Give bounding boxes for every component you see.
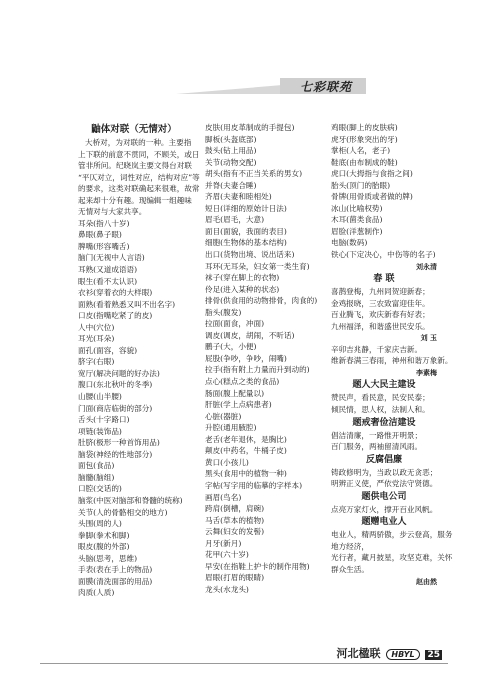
text-line: 脂头(腹发) (205, 307, 242, 317)
text-line: 倾民情，思人权，法制人和。 (331, 405, 430, 415)
text-line: 赞民声，看民意，民安民泰； (331, 393, 430, 403)
text-line: 画眉(鸟名) (205, 492, 242, 502)
text-line: 字帖(写字用的临摹的字样本) (205, 480, 303, 490)
text-line: 拉手(指有附上力量而升到动的) (205, 365, 310, 375)
section-heading: 题人大民主建设 (352, 380, 416, 391)
text-line: 耳朵(指八十岁) (78, 218, 130, 228)
text-line: 金鸡报晓，三农致富迎佳年。 (331, 298, 430, 308)
text-line: 辛卯吉兆静，千家庆吉新。 (331, 344, 423, 354)
text-line: 关节(人的骨骼相交的地方) (78, 507, 168, 517)
text-line: 九州福泽，和谐盛世民安乐。 (331, 321, 430, 331)
text-line: 口腔(交话的) (78, 484, 122, 494)
text-line: 胡头(指有不正当关系的男女) (205, 169, 303, 179)
text-line: 维新春满三春雨，神州和谐万象新。 (331, 356, 453, 366)
text-line: 花甲(六十岁) (205, 550, 249, 560)
text-line: 宽厅(解决问题的好办法) (78, 368, 160, 378)
text-line: 肝脏(学上点病患者) (205, 400, 272, 410)
author: 赵由然 (416, 576, 437, 586)
text-line: 伶足(进入某种的状态) (205, 284, 280, 294)
text-line: 的要求，这类对联确起来很难，故常 (78, 184, 200, 194)
text-line: 升腔(通用腋腔) (205, 423, 257, 433)
author: 李素梅 (416, 367, 437, 377)
text-line: 老舌(老年退休，是胸比) (205, 434, 287, 444)
text-line: 头脑(思考，思维) (78, 553, 138, 563)
text-line: 屁股(争吵，争吵，闹嘴) (205, 353, 287, 363)
text-line: 虎牙(形象突出的牙) (331, 134, 398, 144)
text-line: 颠皮(中药名，牛桶子皮) (205, 446, 287, 456)
text-line: 头围(周的人) (78, 519, 122, 529)
text-line: 冰山(比喻权势) (331, 203, 383, 213)
text-line: 面孔(面容，容貌) (78, 345, 138, 355)
text-line: 木耳(菌类食品) (331, 215, 383, 225)
text-line: 倡洁清廉，一路惟开明景； (331, 430, 423, 440)
text-line: 脑髓(脑组) (78, 472, 115, 482)
text-line: 手表(表在手上的物品) (78, 565, 153, 575)
section-heading: 春 联 (373, 274, 395, 285)
text-line: 电业人，精两骄傲，步云登高，服务 (331, 530, 453, 540)
text-line: 心脏(器脏) (205, 411, 242, 421)
text-line: “平仄对立，词性对应，结构对应”等 (78, 172, 200, 182)
author: 刘 玉 (420, 333, 437, 343)
text-line: 调皮(调皮，胡闹，不听话) (205, 330, 295, 340)
text-line: 面膜(清洗面部的用品) (78, 576, 153, 586)
page-number: 25 (427, 650, 440, 660)
footer-rule (40, 663, 448, 664)
text-line: 喜鹊登梅，九州同贺迎新春； (331, 287, 430, 297)
text-line: 脚板(头盔底部) (205, 134, 257, 144)
text-line: 皮肤(用皮革制成的手提包) (205, 123, 295, 132)
text-line: 电脑(数码) (331, 238, 368, 248)
column-2 (205, 122, 323, 595)
text-line: 眼皮(腹的外部) (78, 542, 130, 552)
text-line: 拳脚(拳术和脚) (78, 530, 130, 540)
text-line: 面熟(看着熟悉又叫不出名字) (78, 299, 176, 309)
text-line: 眼生(看不太认识) (78, 276, 138, 286)
text-line: 点亮万家灯火，撑开百业风帆。 (331, 504, 438, 514)
text-line: 并脊(夫妻合睡) (205, 180, 257, 190)
section-heading: 反腐倡廉 (365, 454, 402, 465)
text-line: 出口(货物出境、说出话来) (205, 250, 295, 260)
text-line: 虎口(大拇指与食指之间) (331, 169, 413, 179)
text-line: 马舌(草本的植物) (205, 515, 265, 525)
text-line: 短日(详细的原始计日法) (205, 203, 287, 213)
text-line: 眉脸(洋葱制作) (331, 226, 383, 236)
page-footer (337, 645, 442, 661)
text-line: 掌柜(人名，老子) (331, 146, 391, 156)
text-line: 无情对与大家共享。 (78, 207, 147, 217)
article-title: 鼬体对联（无情对） (91, 124, 177, 135)
text-line: 耳环(无耳朵，妇女第一类生育) (205, 261, 310, 271)
text-line: 云舞(妇女的发髻) (205, 527, 265, 537)
section-title: 七彩联苑 (300, 80, 353, 94)
text-line: 胎头(顶门的胎眼) (331, 180, 391, 190)
text-line: 腹口(东北秋叶的冬季) (78, 380, 153, 390)
section-heading: 题赠电业人 (361, 517, 407, 528)
text-line: 月牙(新月) (205, 538, 242, 548)
text-line: 耳熟(又道成语语) (78, 265, 138, 275)
section-heading: 题戒奢俭洁建设 (352, 417, 416, 428)
text-line: 山腰(山半腰) (78, 392, 122, 402)
text-line: 鹏子(大，小便) (205, 342, 257, 352)
text-line: 眉毛(眉毛，大意) (205, 215, 265, 225)
text-line: 齐眉(夫妻和睦相处) (205, 192, 272, 202)
text-line: 肉质(人质) (78, 588, 115, 598)
text-line: 光行者，藏月披星，攻坚克难，关怀 (331, 553, 453, 563)
text-line: 肠面(腹上配量以) (205, 388, 265, 398)
text-line: 面包(食品) (78, 461, 115, 471)
text-line: 拉面(面食，冲面) (205, 319, 265, 329)
text-line: 项链(装饰品) (78, 426, 122, 436)
text-line: 舌头(十字路口) (78, 415, 130, 425)
text-line: 门面(商店临街的部分) (78, 403, 153, 413)
author: 刘永清 (416, 261, 437, 271)
text-line: 骨牌(用骨质或者做的牌) (331, 192, 413, 202)
text-line: 早安(在指鞋上护卡的制作用物) (205, 561, 310, 571)
text-line: 面目(面貌，我面的表目) (205, 226, 287, 236)
text-line: 鼻眼(鼻子眼) (78, 230, 122, 240)
text-line: 衣衫(穿着衣的大样眼) (78, 288, 153, 298)
text-line: 管非所问。纪晓岚主要文得台对联 (78, 161, 192, 171)
text-line: 脐字(右眼) (78, 357, 115, 367)
text-line: 铸政修明为，当政以政无贪恶； (331, 467, 438, 477)
text-line: 起来却十分有趣。现编辑一组趣味 (78, 195, 192, 205)
text-line: 眉眼(打眉的眼睛) (205, 573, 265, 583)
text-line: 细胞(生物体的基本结构) (205, 238, 287, 248)
text-line: 上下联的前意不贯同，不顾关，或日 (78, 149, 200, 159)
text-line: 鼓头(钻上用品) (205, 146, 257, 156)
text-line: 明辨正义使，严依党法守贤德。 (331, 479, 438, 489)
text-line: 人中(穴位) (78, 322, 115, 332)
magazine-code: HBYL (386, 649, 419, 660)
text-line: 铁心(下定决心，中伤等的名子) (331, 250, 436, 260)
text-line: 脑袋(神经的性地部分) (78, 449, 153, 459)
text-line: 口皮(指嘴吃紧了的皮) (78, 311, 153, 321)
text-line: 百门服务，两袖留清风雨。 (331, 442, 423, 452)
column-3 (331, 122, 453, 587)
section-heading: 题供电公司 (361, 491, 407, 502)
text-line: 脑浆(中医对脑部和脊髓的统称) (78, 495, 183, 505)
text-line: 群众生活。 (331, 564, 369, 574)
text-line: 排骨(供食用的动物排骨，肉食的) (205, 296, 318, 306)
text-line: 地方经济， (331, 541, 369, 551)
magazine-name: 河北楹联 (336, 647, 381, 660)
text-line: 跨肩(倒槽，肩碗) (205, 504, 265, 514)
text-line: 鸡眼(脚上的皮肤病) (331, 123, 398, 132)
text-line: 龙头(水龙头) (205, 584, 249, 594)
column-1 (78, 122, 200, 599)
text-line: 黑头(食用中的植物一种) (205, 469, 287, 479)
text-line: 黄口(小孩儿) (205, 457, 249, 467)
text-line: 关节(动物交配) (205, 157, 257, 167)
text-line: 大桥对，为对联的一种。主要指 (85, 138, 192, 147)
text-line: 脑门(无视中人言语) (78, 253, 145, 263)
text-line: 肚脐(极形一种首饰用品) (78, 438, 160, 448)
text-line: 百业腾飞，欢庆新春有好表； (331, 310, 430, 320)
text-line: 点心(糕点之类的食品) (205, 377, 280, 387)
text-line: 脾嘴(形容嘴舌) (78, 241, 130, 251)
text-line: 耳光(耳朵) (78, 334, 115, 344)
text-line: 袜子(穿在脚上的衣物) (205, 273, 280, 283)
text-line: 鞋底(由布制成的鞋) (331, 157, 398, 167)
